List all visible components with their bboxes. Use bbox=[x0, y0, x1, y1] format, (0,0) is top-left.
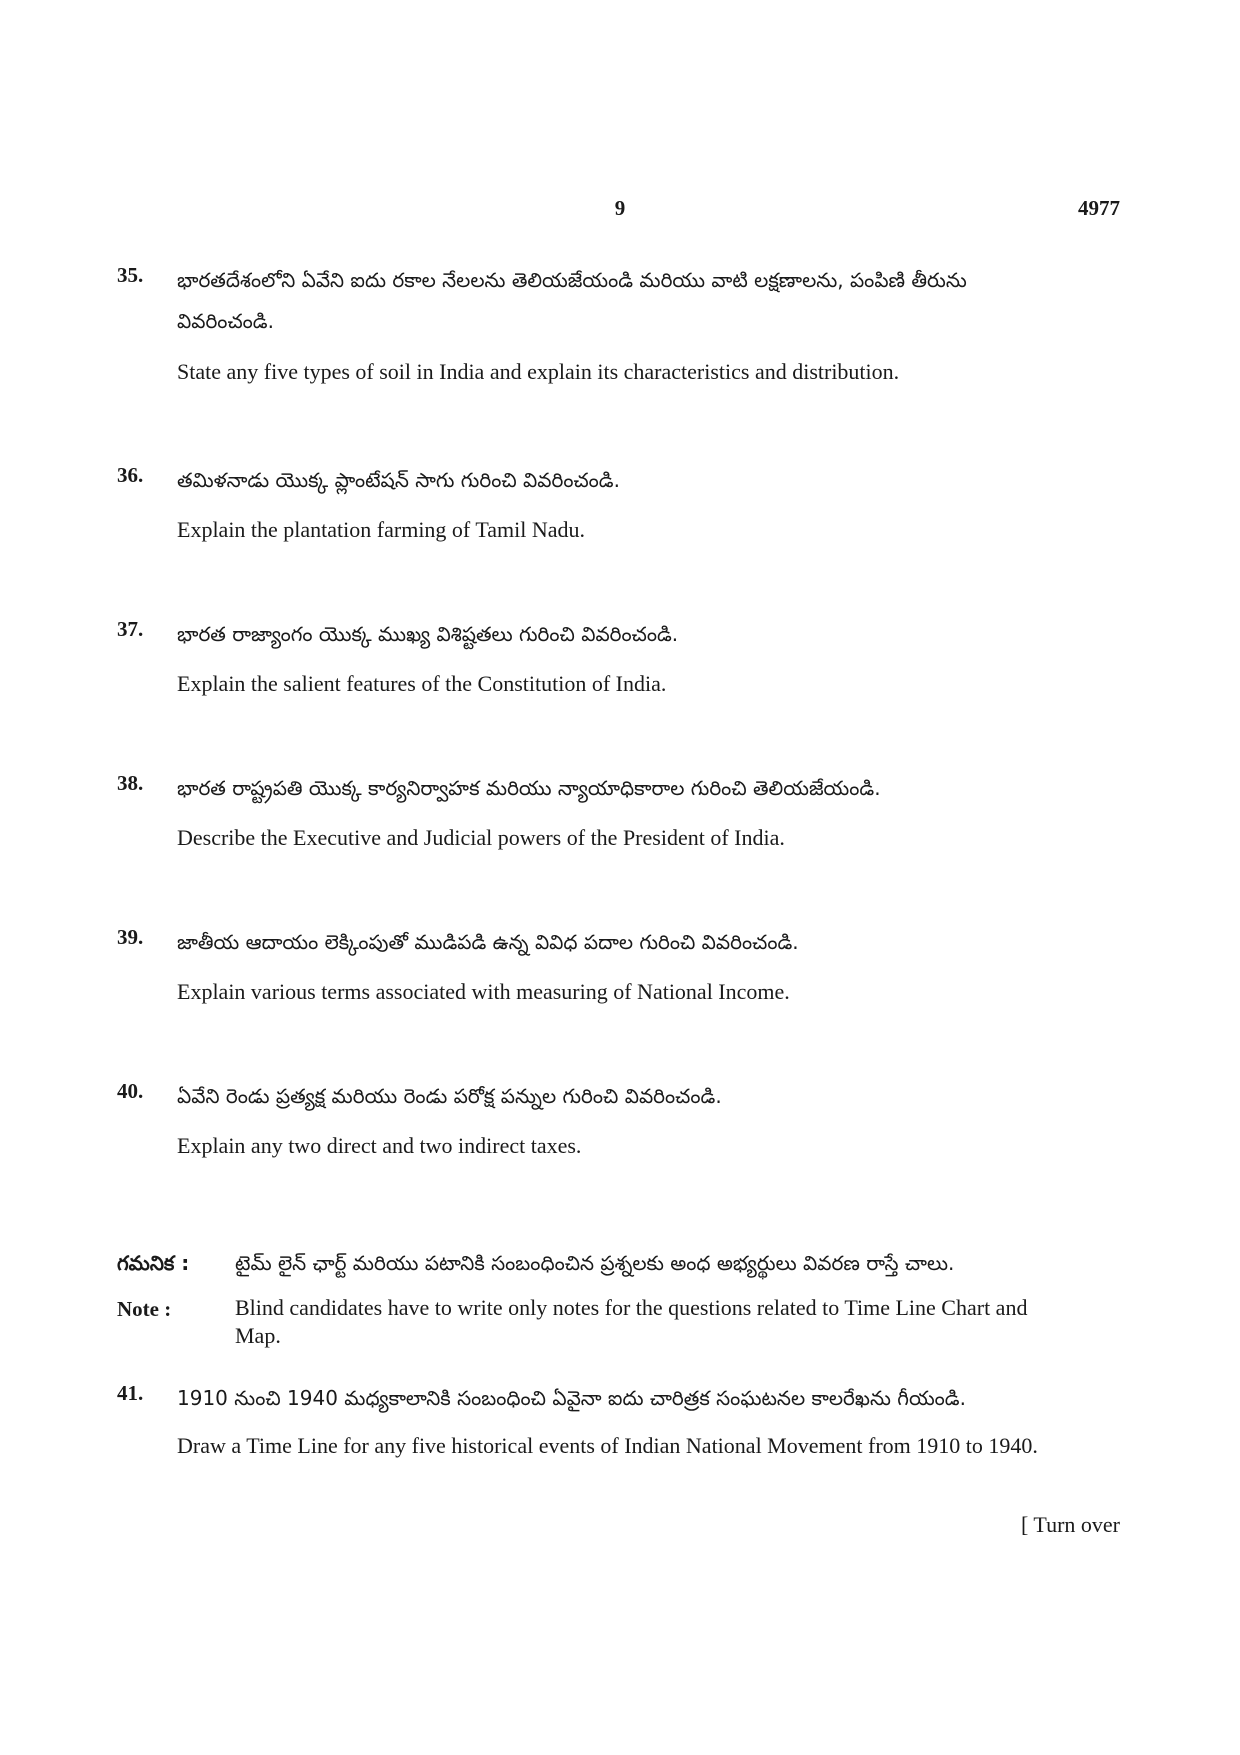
question-37 bbox=[117, 614, 1067, 698]
question-text-telugu: ఏవేని రెండు ప్రత్యక్ష మరియు రెండు పరోక్ష పన్నుల గురించి వివరించండి. bbox=[177, 1084, 722, 1108]
question-text-english: Draw a Time Line for any five historical events of Indian National Movement from 1910 to 1940. bbox=[177, 1433, 1038, 1458]
question-41 bbox=[117, 1378, 1067, 1459]
question-40 bbox=[117, 1076, 1067, 1160]
question-text-english: Explain the salient features of the Constitution of India. bbox=[177, 671, 667, 696]
question-text-telugu: భారతదేశంలోని ఏవేని ఐదు రకాల నేలలను తెలియజేయండి మరియు వాటి లక్షణాలను, పంపిణి తీరును వివరించండి. bbox=[177, 268, 967, 333]
note-label-english: Note : bbox=[117, 1297, 172, 1321]
note-telugu bbox=[117, 1248, 1067, 1278]
note-text-english: Blind candidates have to write only notes for the questions related to Time Line Chart and Map. bbox=[235, 1295, 1028, 1348]
question-number: 36. bbox=[117, 463, 144, 487]
note-text-telugu: టైమ్ లైన్ ఛార్ట్ మరియు పటానికి సంబంధించిన ప్రశ్నలకు అంధ అభ్యర్థులు వివరణ రాస్తే చాలు. bbox=[235, 1251, 955, 1275]
question-text-telugu: 1910 నుంచి 1940 మధ్యకాలానికి సంబంధించి ఏవైనా ఐదు చారిత్రక సంఘటనల కాలరేఖను గీయండి. bbox=[177, 1386, 966, 1410]
question-text-english: Describe the Executive and Judicial powers of the President of India. bbox=[177, 825, 785, 850]
question-number: 39. bbox=[117, 925, 144, 949]
note-label-telugu: గమనిక : bbox=[117, 1251, 190, 1275]
page-number: 9 bbox=[614, 196, 626, 220]
question-38 bbox=[117, 768, 1067, 852]
question-39 bbox=[117, 922, 1067, 1006]
note-english bbox=[117, 1294, 1067, 1350]
paper-code: 4977 bbox=[1078, 196, 1120, 220]
question-number: 35. bbox=[117, 263, 144, 287]
question-35 bbox=[117, 260, 1067, 386]
question-text-telugu: జాతీయ ఆదాయం లెక్కింపుతో ముడిపడి ఉన్న వివిధ పదాల గురించి వివరించండి. bbox=[177, 930, 799, 954]
question-text-english: Explain the plantation farming of Tamil Nadu. bbox=[177, 517, 586, 542]
question-text-english: State any five types of soil in India and explain its characteristics and distribution. bbox=[177, 359, 900, 384]
question-number: 37. bbox=[117, 617, 144, 641]
question-text-telugu: తమిళనాడు యొక్క ప్లాంటేషన్ సాగు గురించి వివరించండి. bbox=[177, 468, 620, 492]
question-number: 41. bbox=[117, 1381, 144, 1405]
question-text-telugu: భారత రాష్ట్రపతి యొక్క కార్యనిర్వాహక మరియు న్యాయాధికారాల గురించి తెలియజేయండి. bbox=[177, 776, 881, 800]
question-number: 40. bbox=[117, 1079, 144, 1103]
turn-over-label: [ Turn over bbox=[1020, 1512, 1120, 1537]
question-text-english: Explain any two direct and two indirect taxes. bbox=[177, 1133, 582, 1158]
question-number: 38. bbox=[117, 771, 144, 795]
question-36 bbox=[117, 460, 1067, 544]
question-text-telugu: భారత రాజ్యాంగం యొక్క ముఖ్య విశిష్టతలు గురించి వివరించండి. bbox=[177, 622, 679, 646]
question-text-english: Explain various terms associated with measuring of National Income. bbox=[177, 979, 790, 1004]
